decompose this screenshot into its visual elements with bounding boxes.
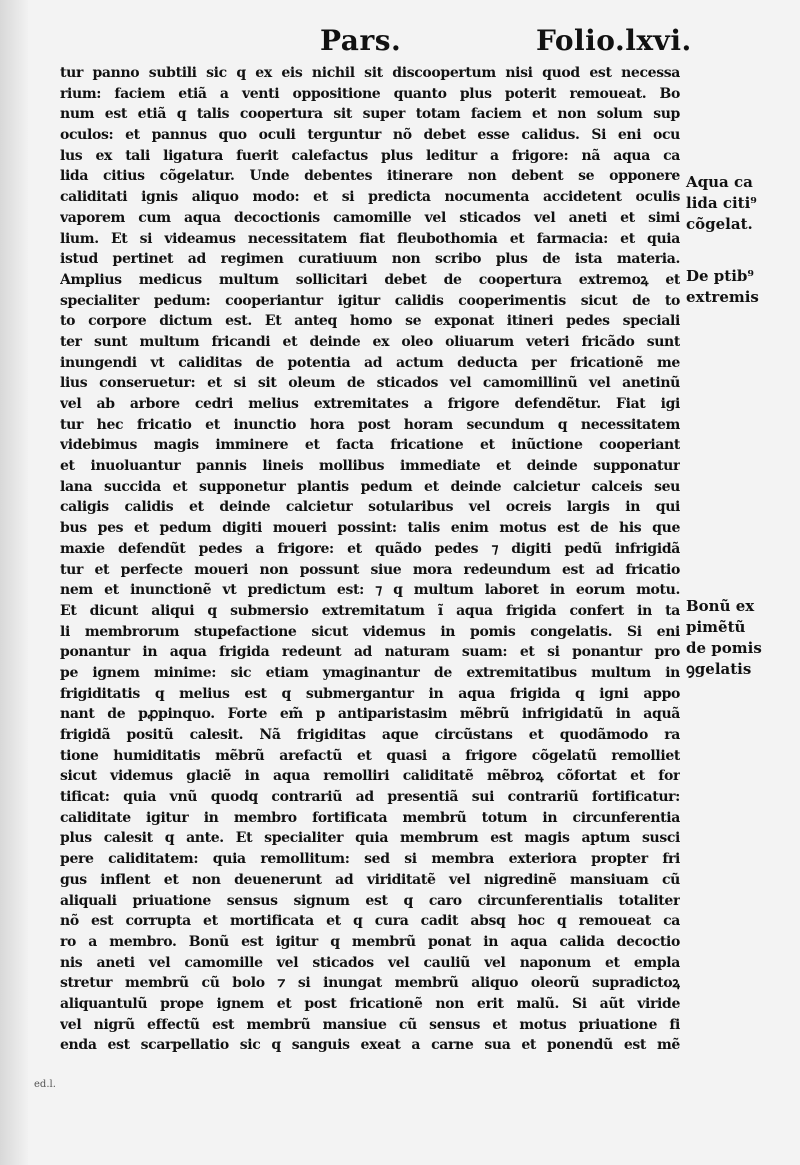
text-line: istud pertinet ad regimen curatiuum non scribo plus de ista materia.	[60, 251, 680, 268]
text-line: tur et perfecte moueri non possunt siue mora redeundum est ad fricatio	[60, 561, 680, 578]
text-line: num est etiã q talis coopertura sit super totam faciem et non solum sup	[60, 106, 680, 123]
text-line: ro a membro. Bonũ est igitur q membrũ ponat in aqua calida decoctio	[60, 933, 680, 950]
text-line: vaporem cum aqua decoctionis camomille vel sticados vel aneti et simi	[60, 209, 680, 226]
text-line: specialiter pedum: cooperiantur igitur calidis cooperimentis sicut de to	[60, 292, 680, 309]
text-line: oculos: et pannus quo oculi terguntur nõ debet esse calidus. Si eni ocu	[60, 127, 680, 144]
text-line: Et dicunt aliqui q submersio extremitatum ĩ aqua frigida confert in ta	[60, 602, 680, 619]
text-line: bus pes et pedum digiti moueri possint: talis enim motus est de his que	[60, 520, 680, 537]
margin-note-line: Aqua ca	[686, 173, 753, 191]
text-line: videbimus magis imminere et facta fricatione et inũctione cooperiant	[60, 437, 680, 454]
text-line: lium. Et si videamus necessitatem fiat fleubothomia et farmacia: et quia	[60, 230, 680, 247]
text-line: aliquantulũ prope ignem et post fricationẽ non erit malũ. Si aũt viride	[60, 995, 680, 1012]
text-line: lus ex tali ligatura fuerit calefactus plus leditur a frigore: nã aqua ca	[60, 147, 680, 164]
margin-note-line: ꝯgelatis	[686, 660, 752, 678]
text-line: stretur membrũ cũ bolo ⁊ si inungat membrũ aliquo oleorũ supradictoꝝ	[60, 975, 680, 992]
text-line: caliditate igitur in membro fortificata membrũ totum in circunferentia	[60, 809, 680, 826]
text-line: ter sunt multum fricandi et deinde ex oleo oliuarum veteri fricãdo sunt	[60, 333, 680, 350]
margin-note-aqua-calida	[686, 172, 796, 235]
text-line: rium: faciem etiã a venti oppositione quanto plus poterit remoueat. Bo	[60, 85, 680, 102]
margin-note-line: lida citi⁹	[686, 194, 757, 212]
text-line: caligis calidis et deinde calcietur sotularibus vel ocreis largis in qui	[60, 499, 680, 516]
text-line: lida citius cõgelatur. Unde debentes itinerare non debent se opponere	[60, 168, 680, 185]
text-line: nõ est corrupta et mortificata et q cura cadit absq hoc q remoueat ca	[60, 913, 680, 930]
text-line: tione humiditatis mẽbrũ arefactũ et quasi a frigore cõgelatũ remolliet	[60, 747, 680, 764]
text-line: tificat: quia vnũ quodq contrariũ ad presentiã sui contrariũ fortificatur:	[60, 789, 680, 806]
text-line: aliquali priuatione sensus signum est q caro circunferentialis totaliter	[60, 892, 680, 909]
text-line: nis aneti vel camomille vel sticados vel cauliũ vel naponum et empla	[60, 954, 680, 971]
page-footer-mark: ed.l.	[34, 1079, 56, 1090]
text-line: enda est scarpellatio sic q sanguis exeat a carne sua et ponendũ est mẽ	[60, 1037, 680, 1054]
text-line: inungendi vt caliditas de potentia ad actum deducta per fricationẽ me	[60, 354, 680, 371]
main-text-block	[60, 63, 680, 1056]
margin-note-line: Bonũ ex	[686, 597, 755, 615]
text-line: pe ignem minime: sic etiam ymaginantur de extremitatibus multum in	[60, 664, 680, 681]
text-line: sicut videmus glaciẽ in aqua remolliri caliditatẽ mẽbroꝝ cõfortat et for	[60, 768, 680, 785]
header-folio-number: Folio.lxvi.	[536, 24, 692, 57]
margin-note-line: extremis	[686, 288, 759, 306]
margin-note-bonum-experimentum	[686, 596, 796, 680]
text-line: Amplius medicus multum sollicitari debet de coopertura extremoꝝ et	[60, 271, 680, 288]
page-gutter-shadow	[0, 0, 28, 1165]
text-line: vel ab arbore cedri melius extremitates a frigore defendẽtur. Fiat igi	[60, 396, 680, 412]
text-line: pere caliditatem: quia remollitum: sed si membra exteriora propter fri	[60, 851, 680, 868]
margin-note-line: de pomis	[686, 639, 762, 657]
margin-note-de-partibus-extremis	[686, 266, 796, 308]
margin-note-line: cõgelat.	[686, 215, 753, 233]
running-header	[0, 18, 800, 62]
text-line: ponantur in aqua frigida redeunt ad naturam suam: et si ponantur pro	[60, 644, 680, 661]
text-line: lius conseruetur: et si sit oleum de sticados vel camomillinũ vel anetinũ	[60, 375, 680, 392]
text-line: vel nigrũ effectũ est membrũ mansiue cũ sensus et motus priuatione fi	[60, 1016, 680, 1033]
text-line: nem et inunctionẽ vt predictum est: ⁊ q multum laboret in eorum motu.	[60, 582, 680, 599]
text-line: lana succida et supponetur plantis pedum et deinde calcietur calceis seu	[60, 478, 680, 495]
margin-note-line: De ptib⁹	[686, 267, 754, 285]
text-line: frigiditatis q melius est q submergantur in aqua frigida q igni appo	[60, 685, 680, 702]
text-line: gus inflent et non deuenerunt ad viriditatẽ vel nigredinẽ mansiuam cũ	[60, 871, 680, 888]
text-line: tur hec fricatio et inunctio hora post horam secundum q necessitatem	[60, 416, 680, 433]
text-line: tur panno subtili sic q ex eis nichil sit discoopertum nisi quod est necessa	[60, 65, 680, 81]
text-line: to corpore dictum est. Et anteq homo se exponat itineri pedes speciali	[60, 313, 680, 330]
margin-note-line: pimẽtũ	[686, 618, 746, 636]
text-line: frigidã positũ calesit. Nã frigiditas aque circũstans et quodãmodo ra	[60, 727, 680, 743]
text-line: maxie defendũt pedes a frigore: et quãdo pedes ⁊ digiti pedũ infrigidã	[60, 540, 680, 557]
header-pars-label: Pars.	[320, 24, 402, 57]
text-line: plus calesit q ante. Et specialiter quia membrum est magis aptum susci	[60, 830, 680, 847]
text-line: caliditati ignis aliquo modo: et si predicta nocumenta accidetent oculis	[60, 189, 680, 206]
text-line: li membrorum stupefactione sicut videmus in pomis congelatis. Si eni	[60, 623, 680, 640]
text-line: nant de pꝓpinquo. Forte em̃ p antiparistasim mẽbrũ infrigidatũ in aquã	[60, 706, 680, 723]
text-line: et inuoluantur pannis lineis mollibus immediate et deinde supponatur	[60, 458, 680, 475]
